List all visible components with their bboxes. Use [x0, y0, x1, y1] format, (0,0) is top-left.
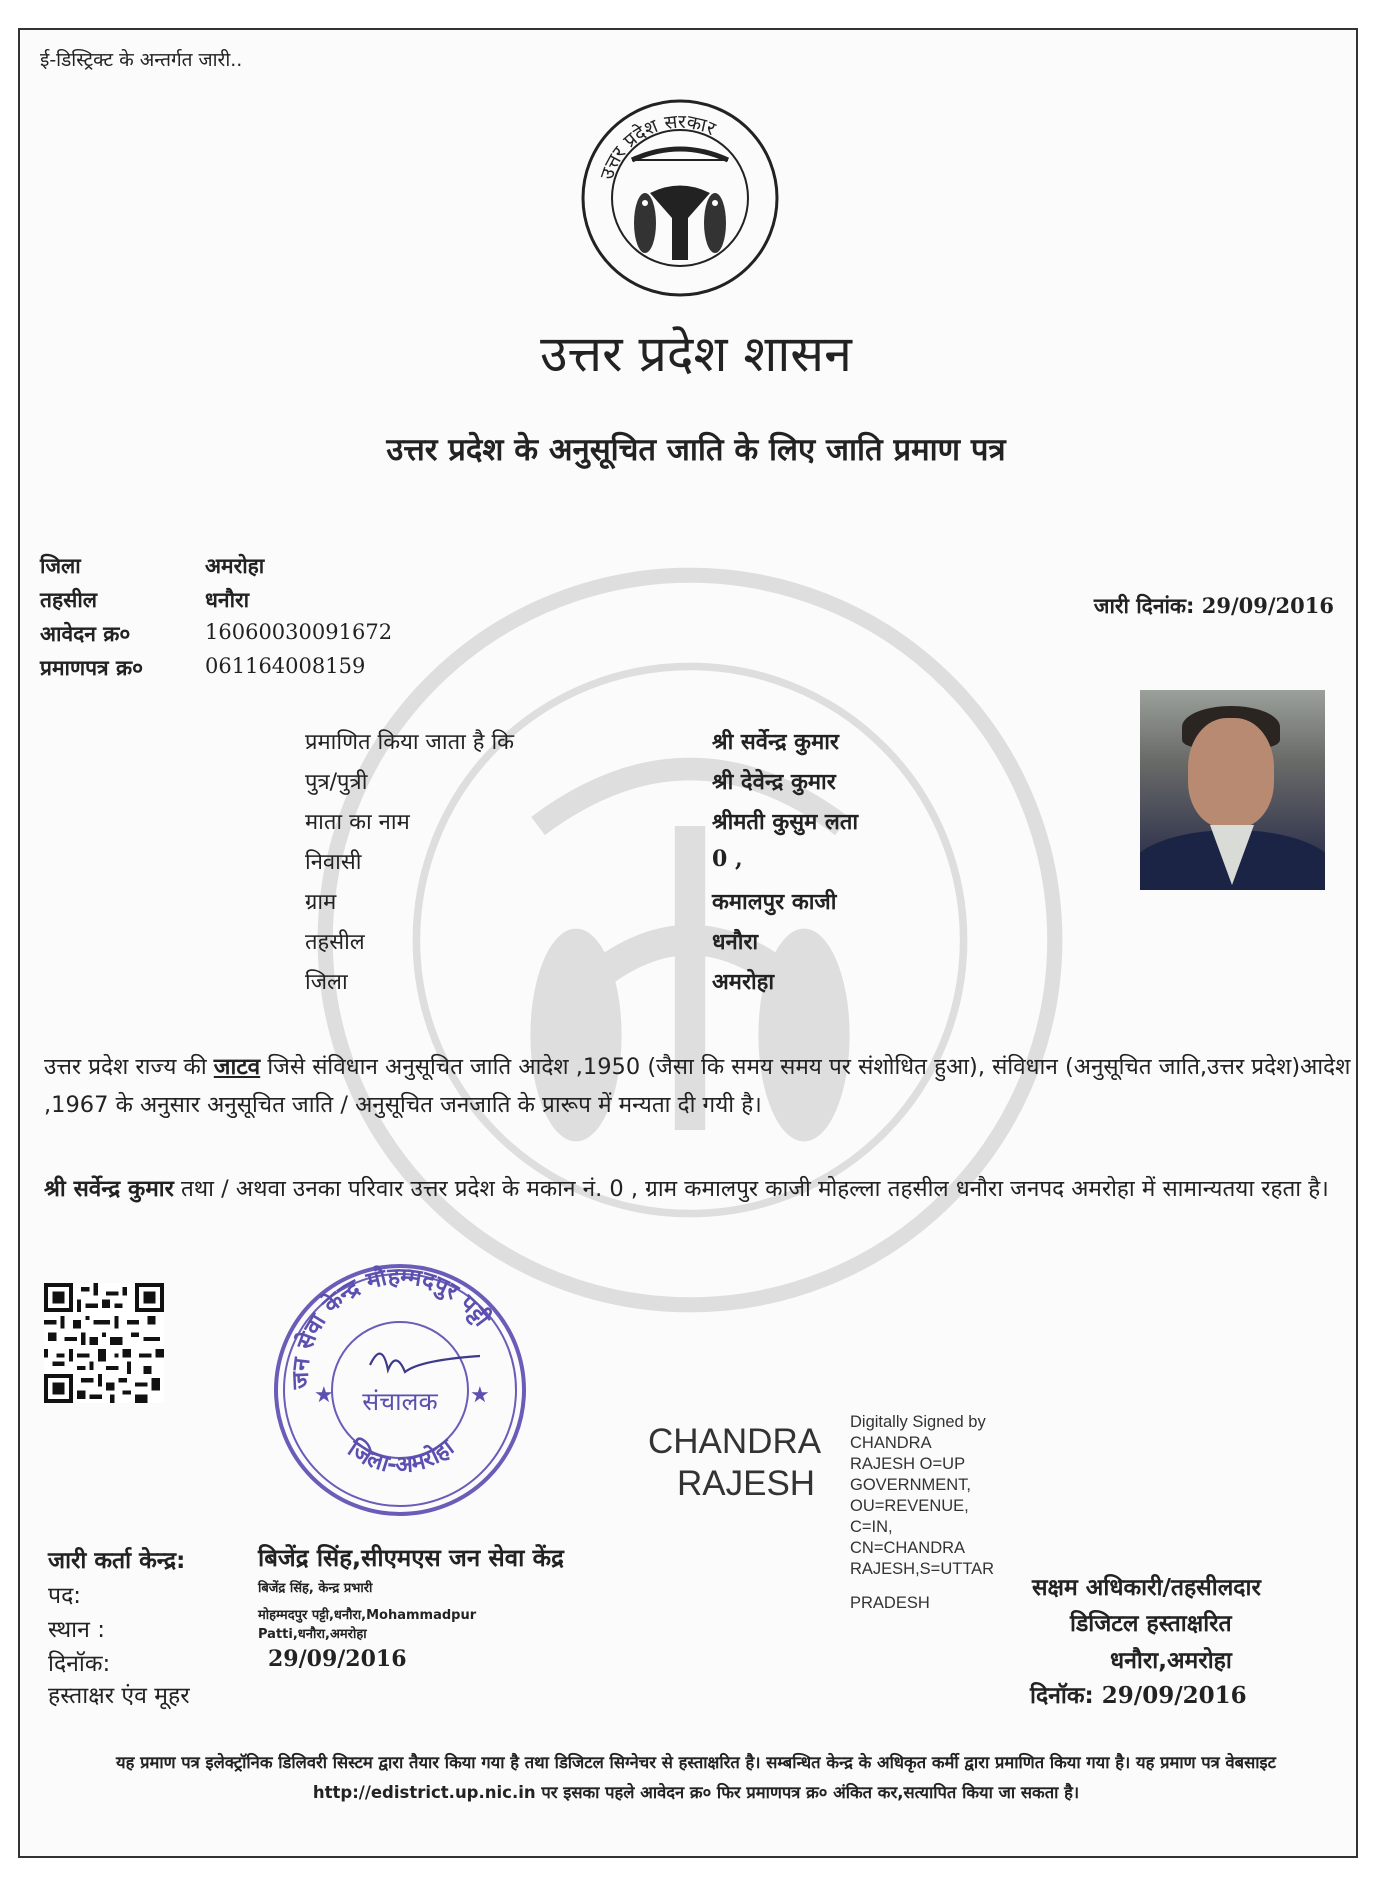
detail-value-name: श्री सर्वेन्द्र कुमार — [712, 730, 839, 755]
page-title: उत्तर प्रदेश शासन — [540, 325, 852, 383]
signer-name-line2: RAJESH — [677, 1464, 816, 1503]
detail-label-certified: प्रमाणित किया जाता है कि — [305, 730, 515, 755]
sign-detail-line: OU=REVENUE, — [850, 1497, 969, 1515]
detail-value-father: श्री देवेन्द्र कुमार — [712, 770, 836, 795]
caste-name: जाटव — [213, 1054, 261, 1080]
stamp-star-left-icon: ★ — [314, 1383, 334, 1408]
issue-date-value: 29/09/2016 — [1201, 593, 1334, 618]
meta-label-tehsil: तहसील — [40, 588, 97, 612]
detail-label-son-of: पुत्र/पुत्री — [305, 770, 368, 795]
stamp-star-right-icon: ★ — [470, 1383, 490, 1408]
sign-detail-line: CHANDRA — [850, 1434, 932, 1452]
meta-label-district: जिला — [40, 554, 81, 578]
stamp-bottom-text: जिला-अमरोहा — [342, 1434, 460, 1479]
issuer-sign-label: हस्ताक्षर एंव मूहर — [48, 1683, 190, 1709]
issuer-place-label: स्थान : — [48, 1617, 105, 1643]
signature-scribble — [370, 1354, 480, 1372]
sign-detail-line: RAJESH,S=UTTAR — [850, 1560, 995, 1578]
detail-value-resident: 0 , — [712, 846, 743, 872]
issuer-place-value-2: Patti,धनौरा,अमरोहा — [258, 1627, 367, 1642]
up-government-emblem-icon — [580, 98, 780, 298]
stamp-center-text: संचालक — [362, 1387, 438, 1416]
detail-value-village: कमालपुर काजी — [712, 890, 837, 915]
residence-paragraph — [44, 1170, 1354, 1208]
issuer-place-value-1: मोहम्मदपुर पट्टी,धनौरा,Mohammadpur — [258, 1608, 477, 1623]
authority-date — [1030, 1678, 1247, 1710]
detail-value-mother: श्रीमती कुसुम लता — [712, 810, 859, 835]
residence-name: श्री सर्वेन्द्र कुमार — [44, 1176, 174, 1202]
authority-date-label: दिनॉक: — [1030, 1683, 1094, 1709]
sign-detail-line: RAJESH O=UP — [850, 1455, 966, 1473]
authority-date-value: 29/09/2016 — [1101, 1682, 1247, 1709]
certification-paragraph — [44, 1048, 1354, 1124]
sign-detail-line: Digitally Signed by — [850, 1413, 986, 1431]
official-stamp — [270, 1260, 530, 1520]
authority-digital-sign: डिजिटल हस्ताक्षरित — [1070, 1611, 1232, 1637]
sign-detail-line: CN=CHANDRA — [850, 1539, 966, 1557]
detail-label-resident: निवासी — [305, 850, 362, 875]
certificate-subtitle: उत्तर प्रदेश के अनुसूचित जाति के लिए जाति प्रमाण पत्र — [386, 432, 1006, 468]
sign-detail-line: GOVERNMENT, — [850, 1476, 972, 1494]
sign-detail-line: PRADESH — [850, 1594, 930, 1612]
issue-date-label: जारी दिनांक: — [1093, 594, 1195, 618]
svg-text:जिला-अमरोहा — [342, 1434, 460, 1479]
stamp-ring-text: जन सेवा केन्द्र मौहम्मदपुर पट्टी — [287, 1263, 495, 1390]
issuer-post-label: पद: — [48, 1583, 82, 1609]
meta-value-tehsil: धनौरा — [205, 588, 250, 612]
detail-label-village: ग्राम — [305, 890, 337, 915]
issuer-date-value: 29/09/2016 — [268, 1646, 407, 1672]
residence-text: तथा / अथवा उनका परिवार उत्तर प्रदेश के मकान नं. 0 , ग्राम कमालपुर काजी मोहल्ला तहसील धनौरा जनपद अमरोहा में सामान्यतया रहता है। — [173, 1176, 1329, 1202]
meta-value-district: अमरोहा — [205, 554, 265, 578]
meta-value-application-no: 16060030091672 — [205, 620, 393, 644]
svg-text:उत्तर प्रदेश सरकार — [596, 111, 720, 182]
authority-title: सक्षम अधिकारी/तहसीलदार — [1032, 1575, 1261, 1601]
meta-label-certificate-no: प्रमाणपत्र क्र० — [40, 656, 144, 680]
detail-value-district: अमरोहा — [712, 970, 775, 995]
issuer-center-label: जारी कर्ता केन्द्र: — [48, 1548, 186, 1574]
paragraph-text-a: उत्तर प्रदेश राज्य की — [44, 1054, 214, 1080]
meta-label-application-no: आवेदन क्र० — [40, 622, 131, 646]
detail-label-tehsil: तहसील — [305, 930, 365, 955]
footer-note: यह प्रमाण पत्र इलेक्ट्रॉनिक डिलिवरी सिस्टम द्वारा तैयार किया गया है तथा डिजिटल सिग्नेचर से हस्ताक्षरित है। सम्बन्धित केन्द्र के अधिकृत कर्मी द्वारा प्रमाणित किया गया है। यह प्रमाण पत्र वेबसाइट http://edistrict.up.nic.in पर इसका पहले आवेदन क्र० फिर प्रमाणपत्र क्र० अंकित कर,सत्यापित किया जा सकता है। — [116, 1753, 1276, 1802]
digital-sign-details — [850, 1412, 994, 1614]
authority-location: धनौरा,अमरोहा — [1110, 1648, 1232, 1674]
meta-value-certificate-no: 061164008159 — [205, 654, 366, 678]
detail-label-mother: माता का नाम — [305, 810, 410, 835]
issuer-post-value: बिजेंद्र सिंह, केन्द्र प्रभारी — [258, 1581, 373, 1596]
top-note: ई-डिस्ट्रिक्ट के अन्तर्गत जारी.. — [40, 49, 243, 71]
applicant-photo — [1140, 690, 1325, 890]
detail-value-tehsil: धनौरा — [712, 930, 759, 955]
detail-label-district: जिला — [305, 970, 348, 995]
paragraph-text-b: जिसे संविधान अनुसूचित जाति आदेश ,1950 (जैसा कि समय समय पर संशोधित हुआ), संविधान (अनुसूचित जाति,उत्तर प्रदेश)आदेश ,1967 के अनुसार अनुसूचित जाति / अनुसूचित जनजाति के प्रारूप में मन्यता दी गयी है। — [44, 1054, 1351, 1118]
issuer-date-label: दिनॉक: — [48, 1651, 111, 1677]
issue-date — [1094, 592, 1334, 620]
emblem-ring-text: उत्तर प्रदेश सरकार — [595, 110, 719, 183]
qr-code-icon — [44, 1283, 164, 1403]
sign-detail-line: C=IN, — [850, 1518, 893, 1536]
issuer-center-value: बिजेंद्र सिंह,सीएमएस जन सेवा केंद्र — [258, 1544, 564, 1572]
signer-name-line1: CHANDRA — [648, 1422, 822, 1461]
